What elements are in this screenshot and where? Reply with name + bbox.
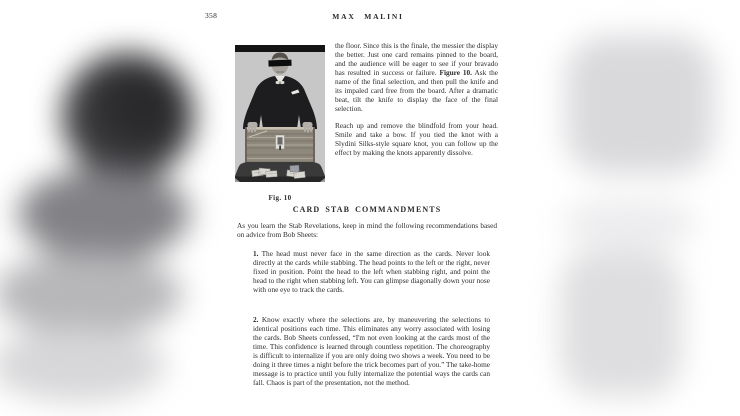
list-text: Know exactly where the selections are, by maneuvering the selections to identical positions each time. This eliminates any worry associated with losing the cards. Bob Sheets confessed, “I'm not even looking at the cards most of the time. This confidence is learned through countless repetition. The choreography is difficult to internalize if you are only doing two shows a week. You need to be doing it three times a night before the trick becomes part of you.” The take-home message is to practice until you fully internalize the potential ways the cards can fall. Chaos is part of the presentation, not the method. (253, 315, 490, 387)
figure-reference: Figure 10. (439, 68, 473, 77)
paragraph-text: Ask the name of the final selection, and then pull the knife and its impaled card free from the board. After a dramatic beat, tilt the knife to display the face of the final selection. (335, 68, 499, 113)
paragraph-blindfold: Reach up and remove the blindfold from your head. Smile and take a bow. If you tied the knot with a Slydini Silks-style square knot, you can follow up the effect by making the knots apparently dissolve. (335, 121, 498, 157)
section-heading: CARD STAB COMMANDMENTS (292, 205, 442, 214)
page-number: 358 (205, 11, 218, 20)
commandment-1 (253, 249, 490, 294)
running-title: MAX MALINI (332, 11, 404, 21)
paragraph-finale (335, 41, 498, 113)
list-number: 1. (253, 249, 259, 258)
section-intro: As you learn the Stab Revelations, keep in mind the following recommendations based on advice from Bob Sheets: (237, 221, 497, 239)
paragraph-text: the floor. Since this is the finale, the messier the display the better. Just one card remains pinned to the board, and the audience will be eager to see if your bravado has resulted in success or failure. (335, 41, 498, 77)
card-stab-photo (235, 45, 325, 182)
commandment-2 (253, 315, 490, 387)
figure-caption: Fig. 10 (268, 194, 292, 202)
list-text: The head must never face in the same direction as the cards. Never look directly at the cards while stabbing. The head points to the left or the right, never fixed in position. Point the head to the left when stabbing right, and point the head to the right when stabbing left. You can glimpse diagonally down your nose with one eye to track the cards. (253, 249, 490, 294)
blindfolded-magician-image (235, 45, 325, 182)
list-number: 2. (253, 315, 259, 324)
body-column (335, 41, 498, 157)
